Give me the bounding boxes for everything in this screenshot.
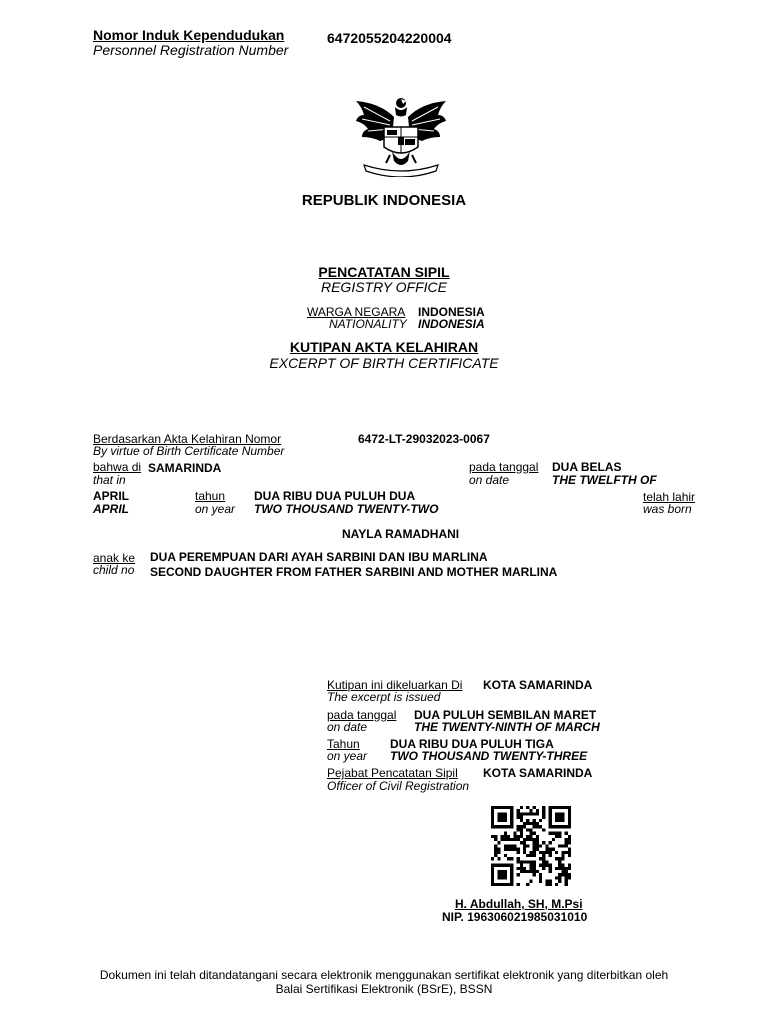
country-title: REPUBLIK INDONESIA (301, 192, 467, 209)
issue-year-label: Tahun (327, 737, 360, 751)
nik-label-en: Personnel Registration Number (93, 42, 289, 58)
child-name: NAYLA RAMADHANI (342, 527, 460, 541)
garuda-emblem-icon (350, 93, 452, 177)
signatory-nip: NIP. 196306021985031010 (442, 910, 588, 924)
qr-code-icon (491, 806, 571, 886)
place-label: bahwa di (93, 460, 142, 474)
place-value: SAMARINDA (148, 461, 222, 475)
nationality-label-en: NATIONALITY (329, 317, 407, 331)
issued-place-value: KOTA SAMARINDA (483, 678, 593, 692)
birth-year-value-en: TWO THOUSAND TWENTY-TWO (254, 502, 439, 516)
birth-day-value: DUA BELAS (552, 460, 622, 474)
nationality-value-en: INDONESIA (418, 317, 485, 331)
birth-year-label: tahun (195, 489, 226, 503)
nationality-value: INDONESIA (418, 305, 485, 319)
birth-month-value: APRIL (93, 489, 129, 503)
child-order-label-en: child no (93, 563, 135, 577)
issue-date-label: pada tanggal (327, 708, 397, 722)
birth-date-label: pada tanggal (469, 460, 539, 474)
born-label: telah lahir (643, 490, 696, 504)
issue-date-label-en: on date (327, 720, 368, 734)
issued-place-label-en: The excerpt is issued (327, 690, 441, 704)
birth-day-value-en: THE TWELFTH OF (552, 473, 657, 487)
nik-label: Nomor Induk Kependudukan (93, 27, 285, 43)
issue-date-value: DUA PULUH SEMBILAN MARET (414, 708, 597, 722)
place-label-en: that in (93, 473, 126, 487)
issue-year-label-en: on year (327, 749, 368, 763)
officer-label-en: Officer of Civil Registration (327, 779, 470, 793)
document-title: KUTIPAN AKTA KELAHIRAN (289, 339, 479, 355)
cert-number-value: 6472-LT-29032023-0067 (358, 432, 490, 446)
birth-month-value-en: APRIL (93, 502, 129, 516)
child-order-label: anak ke (93, 551, 136, 565)
office-title: PENCATATAN SIPIL (318, 264, 450, 280)
document-title-en: EXCERPT OF BIRTH CERTIFICATE (269, 355, 499, 371)
birth-year-label-en: on year (195, 502, 236, 516)
cert-number-label-en: By virtue of Birth Certificate Number (93, 444, 285, 458)
nik-value: 6472055204220004 (327, 30, 452, 46)
child-order-value: DUA PEREMPUAN DARI AYAH SARBINI DAN IBU MARLINA (150, 550, 488, 564)
issue-year-value-en: TWO THOUSAND TWENTY-THREE (390, 749, 588, 763)
birth-year-value: DUA RIBU DUA PULUH DUA (254, 489, 416, 503)
office-title-en: REGISTRY OFFICE (320, 279, 447, 295)
issued-place-label: Kutipan ini dikeluarkan Di (327, 678, 463, 692)
cert-number-label: Berdasarkan Akta Kelahiran Nomor (93, 432, 282, 446)
footer-line-1: Dokumen ini telah ditandatangani secara elektronik menggunakan sertifikat elektronik yang diterbitkan oleh (99, 968, 669, 982)
birth-date-label-en: on date (469, 473, 510, 487)
child-order-value-en: SECOND DAUGHTER FROM FATHER SARBINI AND MOTHER MARLINA (150, 565, 558, 579)
footer-line-2: Balai Sertifikasi Elektronik (BSrE), BSSN (275, 982, 493, 996)
born-label-en: was born (643, 502, 692, 516)
officer-label: Pejabat Pencatatan Sipil (327, 766, 458, 780)
nationality-label: WARGA NEGARA (307, 305, 406, 319)
issue-date-value-en: THE TWENTY-NINTH OF MARCH (414, 720, 600, 734)
issue-year-value: DUA RIBU DUA PULUH TIGA (390, 737, 554, 751)
signatory-name: H. Abdullah, SH, M.Psi (455, 897, 583, 911)
officer-value: KOTA SAMARINDA (483, 766, 593, 780)
